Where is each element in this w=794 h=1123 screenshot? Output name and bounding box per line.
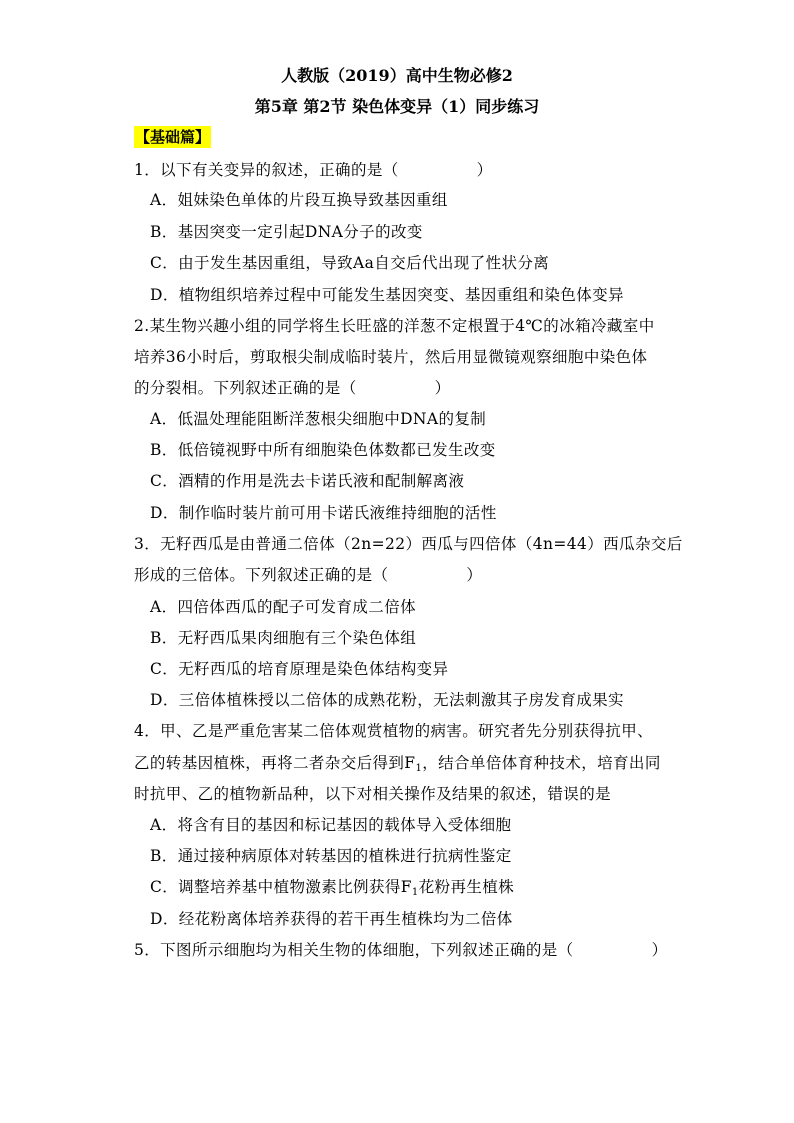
- question-1-option-c: C．由于发生基因重组，导致Aa自交后代出现了性状分离: [150, 254, 550, 272]
- question-2-option-d: D．制作临时装片前可用卡诺氏液维持细胞的活性: [150, 504, 497, 522]
- question-2-stem-line-3: 的分裂相。下列叙述正确的是（ ）: [134, 379, 451, 397]
- question-4-option-d: D．经花粉离体培养获得的若干再生植株均为二倍体: [150, 910, 513, 928]
- question-4-option-c: C．调整培养基中植物激素比例获得$F_1$花粉再生植株: [150, 878, 515, 898]
- question-2-stem-line-1: 2.某生物兴趣小组的同学将生长旺盛的洋葱不定根置于4℃的冰箱冷藏室中: [134, 317, 655, 335]
- question-4-stem-line-2: 乙的转基因植株，再将二者杂交后得到$F_1$，结合单倍体育种技术，培育出同: [134, 754, 661, 774]
- question-1-option-d: D．植物组织培养过程中可能发生基因突变、基因重组和染色体变异: [150, 286, 624, 304]
- question-1-option-b: B．基因突变一定引起DNA分子的改变: [150, 223, 423, 241]
- question-3-stem-line-1: 3．无籽西瓜是由普通二倍体（2n=22）西瓜与四倍体（4n=44）西瓜杂交后: [134, 535, 683, 553]
- question-3-option-a: A．四倍体西瓜的配子可发育成二倍体: [150, 598, 416, 616]
- question-2-option-a: A．低温处理能阻断洋葱根尖细胞中DNA的复制: [150, 410, 487, 428]
- question-2-option-b: B．低倍镜视野中所有细胞染色体数都已发生改变: [150, 441, 496, 459]
- question-5-stem: 5．下图所示细胞均为相关生物的体细胞，下列叙述正确的是（ ）: [134, 941, 668, 959]
- question-1-stem: 1．以下有关变异的叙述，正确的是（ ）: [134, 161, 493, 179]
- question-2-stem-line-2: 培养36小时后，剪取根尖制成临时装片，然后用显微镜观察细胞中染色体: [134, 348, 648, 366]
- question-3-option-b: B．无籽西瓜果肉细胞有三个染色体组: [150, 629, 417, 647]
- document-title: 人教版（2019）高中生物必修2: [281, 66, 513, 85]
- question-1-option-a: A．姐妹染色单体的片段互换导致基因重组: [150, 191, 448, 209]
- question-3-option-d: D．三倍体植株授以二倍体的成熟花粉，无法刺激其子房发育成果实: [150, 691, 624, 709]
- question-4-stem-line-1: 4．甲、乙是严重危害某二倍体观赏植物的病害。研究者先分别获得抗甲、: [134, 722, 654, 740]
- question-2-option-c: C．酒精的作用是洗去卡诺氏液和配制解离液: [150, 472, 465, 490]
- question-3-stem-line-2: 形成的三倍体。下列叙述正确的是（ ）: [134, 566, 483, 584]
- question-3-option-c: C．无籽西瓜的培育原理是染色体结构变异: [150, 660, 449, 678]
- question-4-stem-line-3: 时抗甲、乙的植物新品种，以下对相关操作及结果的叙述，错误的是: [134, 785, 612, 803]
- document-subtitle: 第5章 第2节 染色体变异（1）同步练习: [254, 97, 540, 116]
- section-tag-basic: 【基础篇】: [135, 128, 211, 146]
- question-4-option-b: B．通过接种病原体对转基因的植株进行抗病性鉴定: [150, 847, 512, 865]
- question-4-option-a: A．将含有目的基因和标记基因的载体导入受体细胞: [150, 816, 512, 834]
